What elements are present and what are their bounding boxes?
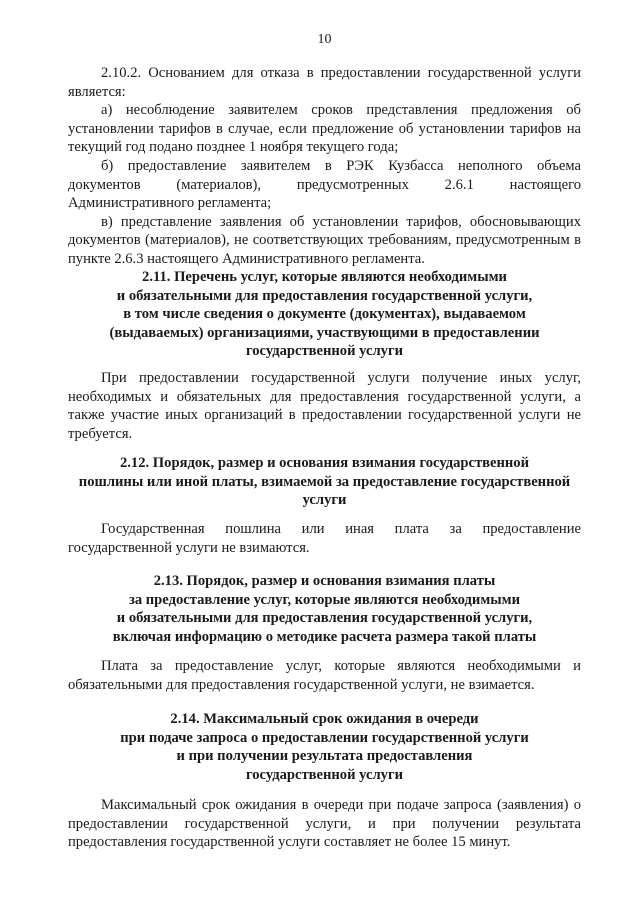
heading-line: при подаче запроса о предоставлении государственной услуги	[120, 729, 529, 746]
heading-line: включая информацию о методике расчета размера такой платы	[112, 628, 537, 645]
paragraph-2-14: Максимальный срок ожидания в очереди при подаче запроса (заявления) о предоставлении государственной услуги, и при получении результата предоставления государственной услуги составляет не более 15 минут.	[68, 797, 581, 851]
paragraph-item-b: б) предоставление заявителем в РЭК Кузбасса неполного объема документов (материалов), предусмотренных 2.6.1 настоящего Административного регламента;	[68, 157, 581, 212]
paragraph-2-11: При предоставлении государственной услуги получение иных услуг, необходимых и обязательных для предоставления государственной услуги, а также участие иных организаций в предоставлении государственной услуги не требуется.	[68, 370, 581, 442]
paragraph-2-10-2: 2.10.2. Основанием для отказа в предоставлении государственной услуги является:	[68, 65, 581, 100]
heading-line: государственной услуги	[245, 343, 404, 360]
section-2-13-body	[68, 657, 581, 694]
paragraph-2-13: Плата за предоставление услуг, которые являются необходимыми и обязательными для предоставления государственной услуги, не взимается.	[68, 658, 581, 693]
heading-line: за предоставление услуг, которые являются необходимыми	[128, 591, 521, 608]
section-2-10-2	[68, 64, 581, 269]
heading-line: и обязательными для предоставления государственной услуги,	[116, 287, 533, 304]
section-2-12-body	[68, 520, 581, 557]
page-number: 10	[317, 32, 332, 47]
heading-line: в том числе сведения о документе (документах), выдаваемом	[123, 306, 526, 323]
heading-line: 2.12. Порядок, размер и основания взимания государственной	[119, 455, 530, 471]
heading-line: (выдаваемых) организациями, участвующими в предоставлении	[109, 324, 540, 341]
heading-2-14	[68, 710, 581, 784]
heading-line: и при получении результата предоставления	[176, 748, 473, 765]
section-2-14-body	[68, 796, 581, 852]
heading-line: 2.13. Порядок, размер и основания взимания платы	[153, 573, 496, 589]
heading-line: услуги	[302, 492, 347, 509]
heading-line: 2.14. Максимальный срок ожидания в очереди	[170, 711, 479, 727]
heading-line: 2.11. Перечень услуг, которые являются необходимыми	[142, 269, 507, 285]
paragraph-item-a: а) несоблюдение заявителем сроков представления предложения об установлении тарифов в случае, если предложение об установлении тарифов на текущий год подано позднее 1 ноября текущего года;	[68, 102, 581, 156]
section-2-11-body	[68, 369, 581, 443]
heading-2-12	[68, 454, 581, 510]
heading-2-13	[68, 572, 581, 646]
paragraph-item-v: в) представление заявления об установлении тарифов, обосновывающих документов (материалов), не соответствующих требованиям, предусмотренным в пункте 2.6.3 настоящего Административного регламента.	[68, 213, 581, 267]
heading-line: и обязательными для предоставления государственной услуги,	[116, 610, 533, 627]
heading-line: пошлины или иной платы, взимаемой за предоставление государственной	[78, 473, 571, 490]
heading-line: государственной услуги	[245, 766, 404, 783]
heading-2-11	[68, 268, 581, 361]
paragraph-2-12: Государственная пошлина или иная плата за предоставление государственной услуги не взимаются.	[68, 521, 581, 556]
